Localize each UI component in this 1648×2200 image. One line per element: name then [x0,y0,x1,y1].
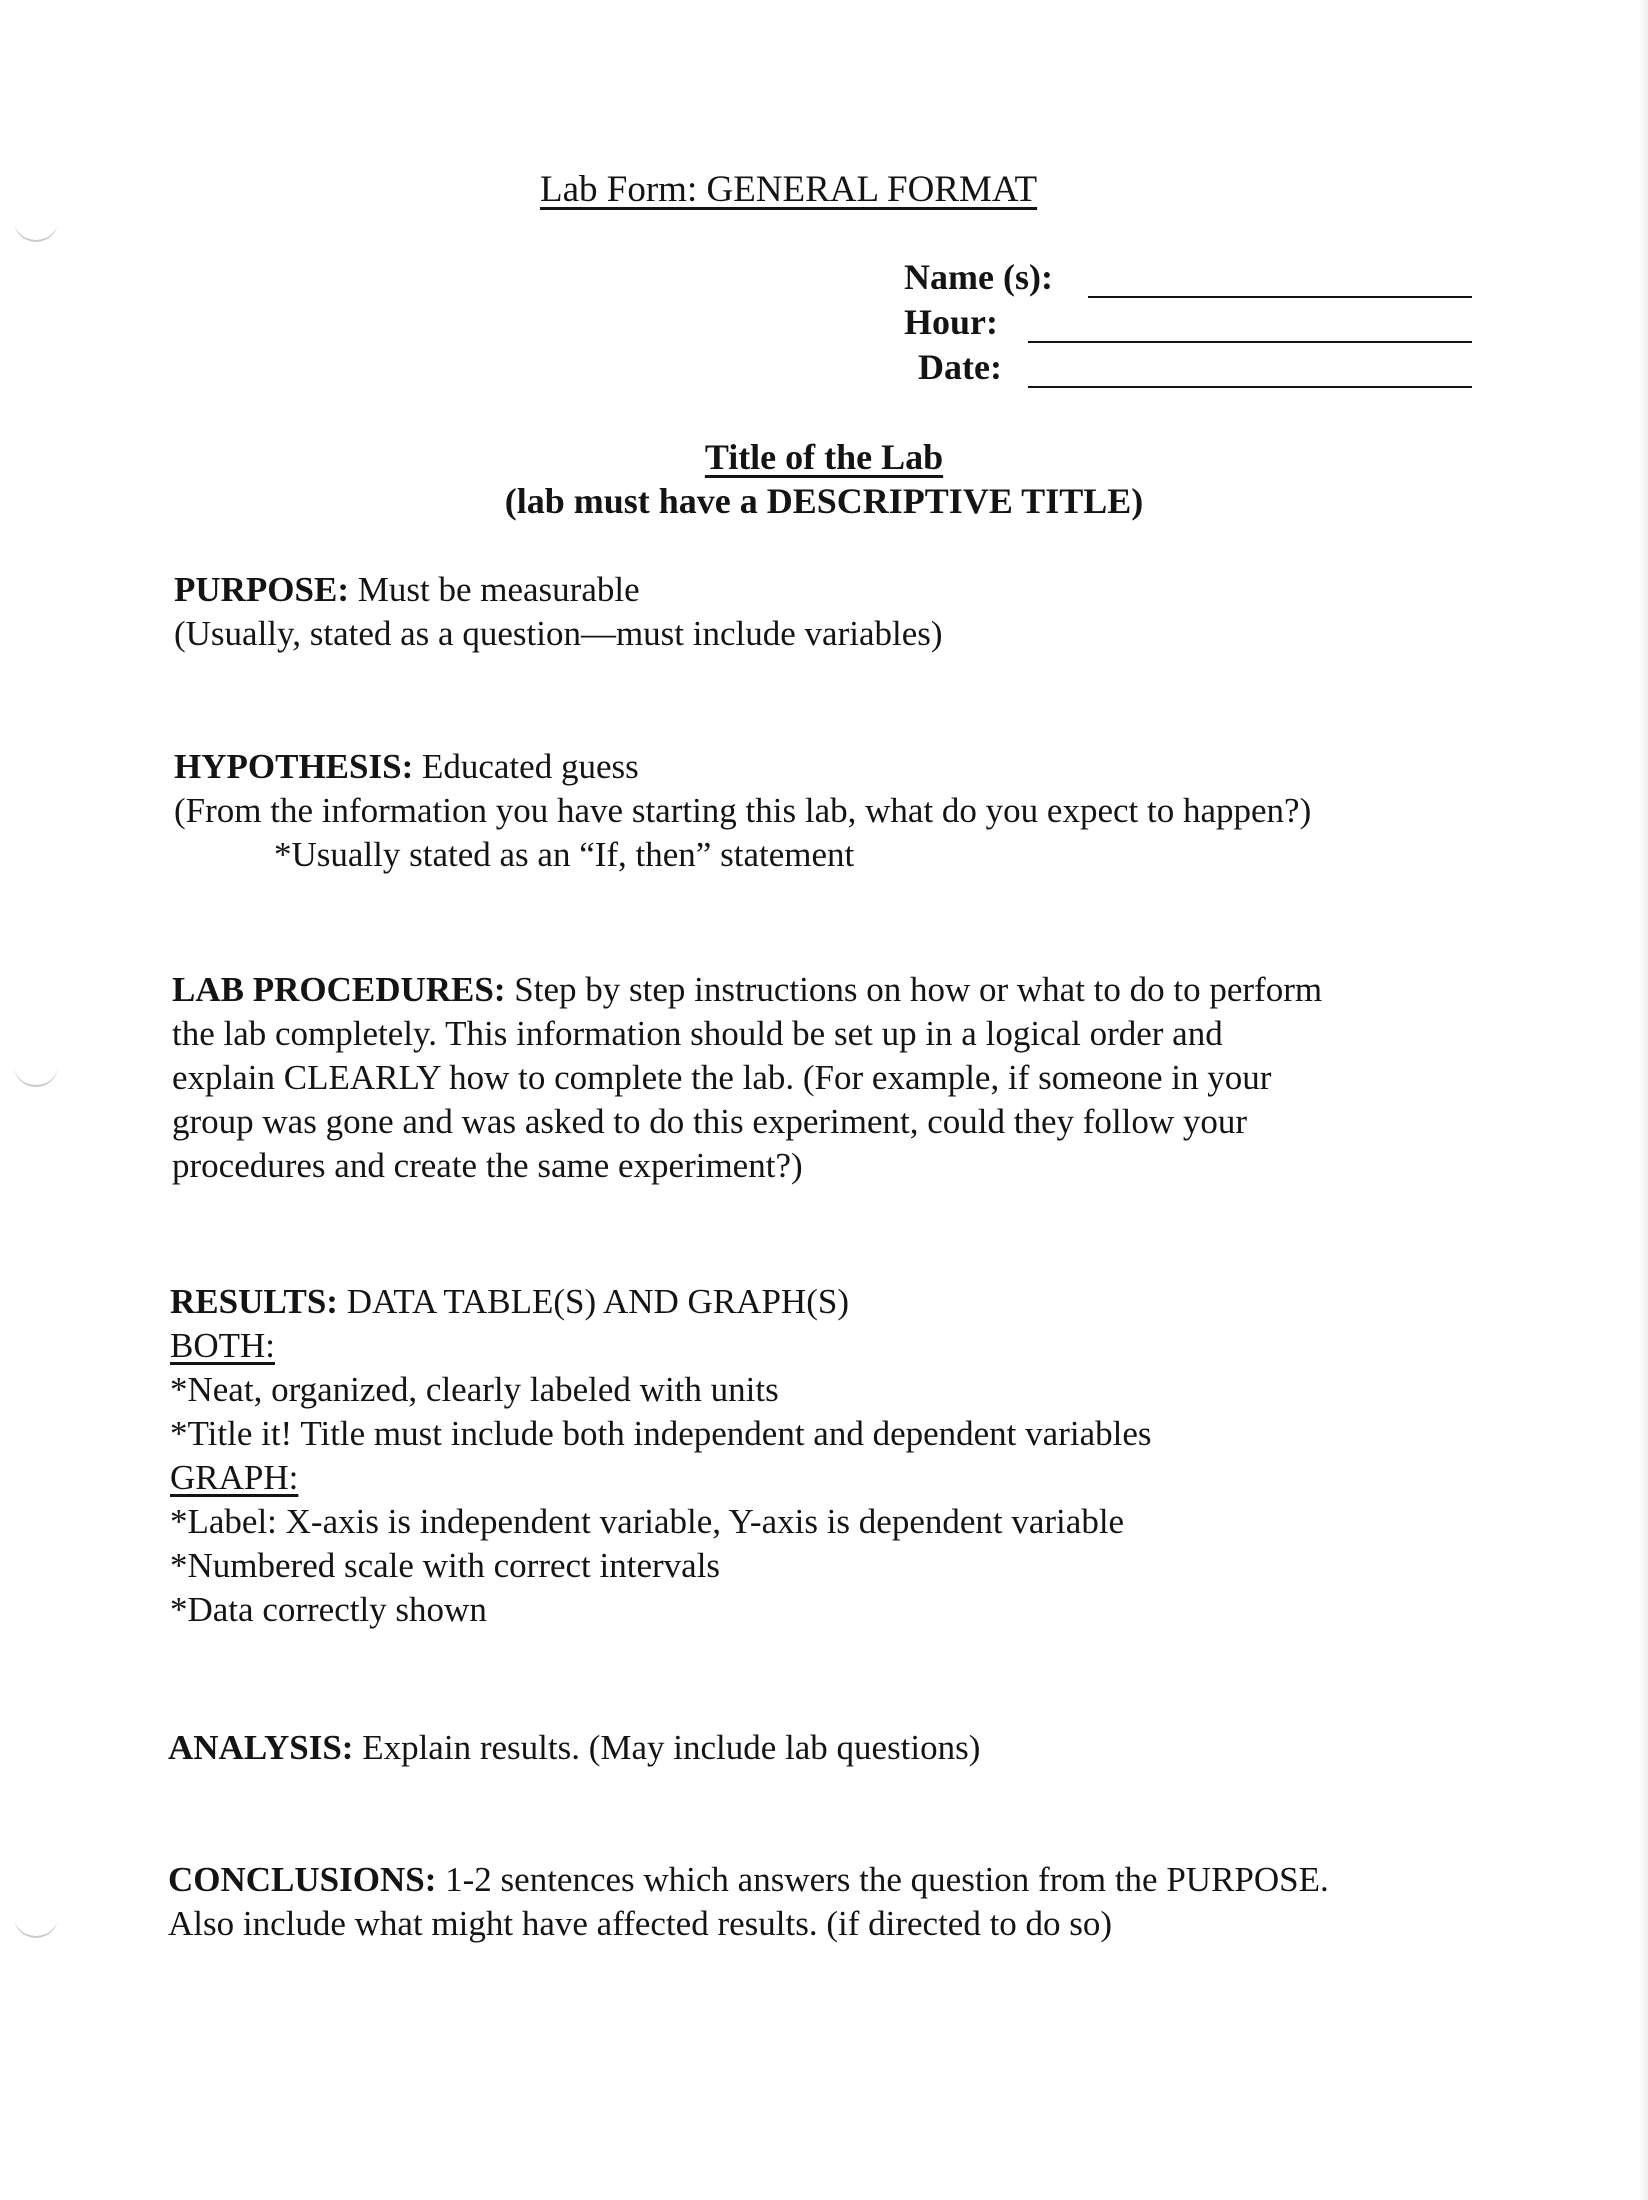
name-blank-line[interactable] [1088,296,1472,298]
procedures-section [172,968,1322,1188]
conclusions-text-2: Also include what might have affected results. (if directed to do so) [168,1904,1113,1943]
hour-label: Hour: [904,302,998,342]
procedures-heading: LAB PROCEDURES: [172,970,506,1009]
procedures-text-2: the lab completely. This information should be set up in a logical order and [172,1014,1223,1053]
hypothesis-heading: HYPOTHESIS: [174,747,414,786]
date-blank-line[interactable] [1028,386,1472,388]
purpose-note: (Usually, stated as a question—must include variables) [174,614,943,653]
hypothesis-text: Educated guess [413,747,639,786]
purpose-heading: PURPOSE: [174,570,349,609]
results-line [170,1280,1152,1324]
results-graph-label: GRAPH: [170,1458,299,1497]
name-field [904,256,1474,301]
hypothesis-line [174,745,1311,789]
procedures-line [172,968,1322,1012]
procedures-text-4: group was gone and was asked to do this experiment, could they follow your [172,1102,1248,1141]
results-both-label: BOTH: [170,1326,275,1365]
results-graph-item: *Data correctly shown [170,1590,487,1629]
punch-hole-mark [14,200,58,242]
lab-title-note: (lab must have a DESCRIPTIVE TITLE) [504,481,1144,521]
analysis-line [168,1726,980,1770]
purpose-section [174,568,943,656]
hour-blank-line[interactable] [1028,341,1472,343]
hypothesis-note: (From the information you have starting this lab, what do you expect to happen?) [174,791,1312,830]
results-section [170,1280,1152,1632]
punch-hole-mark [14,1896,58,1938]
results-both-item: *Title it! Title must include both independent and dependent variables [170,1414,1152,1453]
results-graph-item: *Label: X-axis is independent variable, Y-axis is dependent variable [170,1502,1125,1541]
purpose-text: Must be measurable [349,570,640,609]
conclusions-line [168,1858,1329,1902]
results-text: DATA TABLE(S) AND GRAPH(S) [337,1282,849,1321]
procedures-text-5: procedures and create the same experiment?) [172,1146,803,1185]
conclusions-heading: CONCLUSIONS: [168,1860,437,1899]
procedures-text-1: Step by step instructions on how or what to do to perform [505,970,1323,1009]
purpose-line [174,568,943,612]
student-info-fields [904,256,1474,391]
hypothesis-tip: *Usually stated as an “If, then” statement [274,835,855,874]
lab-title-heading: Title of the Lab [704,437,944,477]
results-graph-item: *Numbered scale with correct intervals [170,1546,721,1585]
date-field [904,346,1474,391]
results-heading: RESULTS: [170,1282,338,1321]
scan-edge-shadow [1638,0,1648,2200]
date-label: Date: [918,347,1002,387]
punch-hole-mark [14,1045,58,1087]
analysis-section [168,1726,980,1770]
hypothesis-section [174,745,1311,877]
conclusions-text-1: 1-2 sentences which answers the question from the PURPOSE. [436,1860,1329,1899]
conclusions-section [168,1858,1329,1946]
document-title: Lab Form: GENERAL FORMAT [540,169,1038,210]
procedures-text-3: explain CLEARLY how to complete the lab. (For example, if someone in your [172,1058,1272,1097]
analysis-text: Explain results. (May include lab questions) [353,1728,981,1767]
results-both-item: *Neat, organized, clearly labeled with units [170,1370,779,1409]
name-label: Name (s): [904,257,1053,297]
hour-field [904,301,1474,346]
analysis-heading: ANALYSIS: [168,1728,354,1767]
